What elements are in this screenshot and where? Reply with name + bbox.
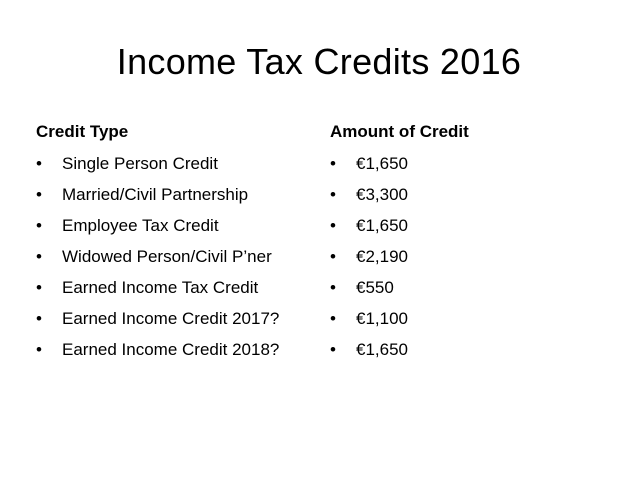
bullet-icon: •	[330, 154, 336, 173]
bullet-icon: •	[36, 216, 42, 235]
credit-type-list	[36, 153, 326, 370]
credit-amount-item-text: €1,650	[356, 216, 408, 235]
credit-type-item	[36, 215, 326, 246]
credit-type-item	[36, 308, 326, 339]
credit-amount-item-text: €550	[356, 278, 394, 297]
credit-amount-item	[330, 153, 590, 184]
credit-amount-item-text: €1,100	[356, 309, 408, 328]
credit-type-item-text: Married/Civil Partnership	[62, 185, 249, 204]
credit-amount-item	[330, 184, 590, 215]
slide-title: Income Tax Credits 2016	[116, 41, 522, 82]
bullet-icon: •	[36, 154, 42, 173]
credit-amount-item-text: €1,650	[356, 154, 408, 173]
bullet-icon: •	[36, 247, 42, 266]
credit-type-item-text: Earned Income Tax Credit	[62, 278, 259, 297]
bullet-icon: •	[36, 309, 42, 328]
credit-type-item	[36, 277, 326, 308]
credit-type-item	[36, 153, 326, 184]
credit-type-item-text: Earned Income Credit 2018?	[62, 340, 280, 359]
bullet-icon: •	[330, 340, 336, 359]
credit-type-item	[36, 246, 326, 277]
credit-amount-item-text: €1,650	[356, 340, 408, 359]
amount-header: Amount of Credit	[330, 122, 469, 141]
bullet-icon: •	[330, 247, 336, 266]
credit-amount-item	[330, 308, 590, 339]
credit-amount-item	[330, 277, 590, 308]
credit-type-item	[36, 339, 326, 370]
credit-amount-item	[330, 339, 590, 370]
credit-type-item-text: Single Person Credit	[62, 154, 218, 173]
credit-type-header: Credit Type	[36, 122, 129, 141]
bullet-icon: •	[36, 340, 42, 359]
bullet-icon: •	[330, 185, 336, 204]
amount-column	[330, 121, 590, 370]
credit-amount-item	[330, 246, 590, 277]
amount-list	[330, 153, 590, 370]
bullet-icon: •	[330, 216, 336, 235]
credit-type-item-text: Employee Tax Credit	[62, 216, 219, 235]
bullet-icon: •	[330, 309, 336, 328]
bullet-icon: •	[36, 278, 42, 297]
credit-type-item-text: Earned Income Credit 2017?	[62, 309, 280, 328]
credit-type-column	[36, 121, 326, 370]
bullet-icon: •	[36, 185, 42, 204]
credit-amount-item-text: €3,300	[356, 185, 408, 204]
credit-type-item	[36, 184, 326, 215]
credit-amount-item-text: €2,190	[356, 247, 408, 266]
bullet-icon: •	[330, 278, 336, 297]
credit-amount-item	[330, 215, 590, 246]
credit-type-item-text: Widowed Person/Civil P’ner	[62, 247, 272, 266]
